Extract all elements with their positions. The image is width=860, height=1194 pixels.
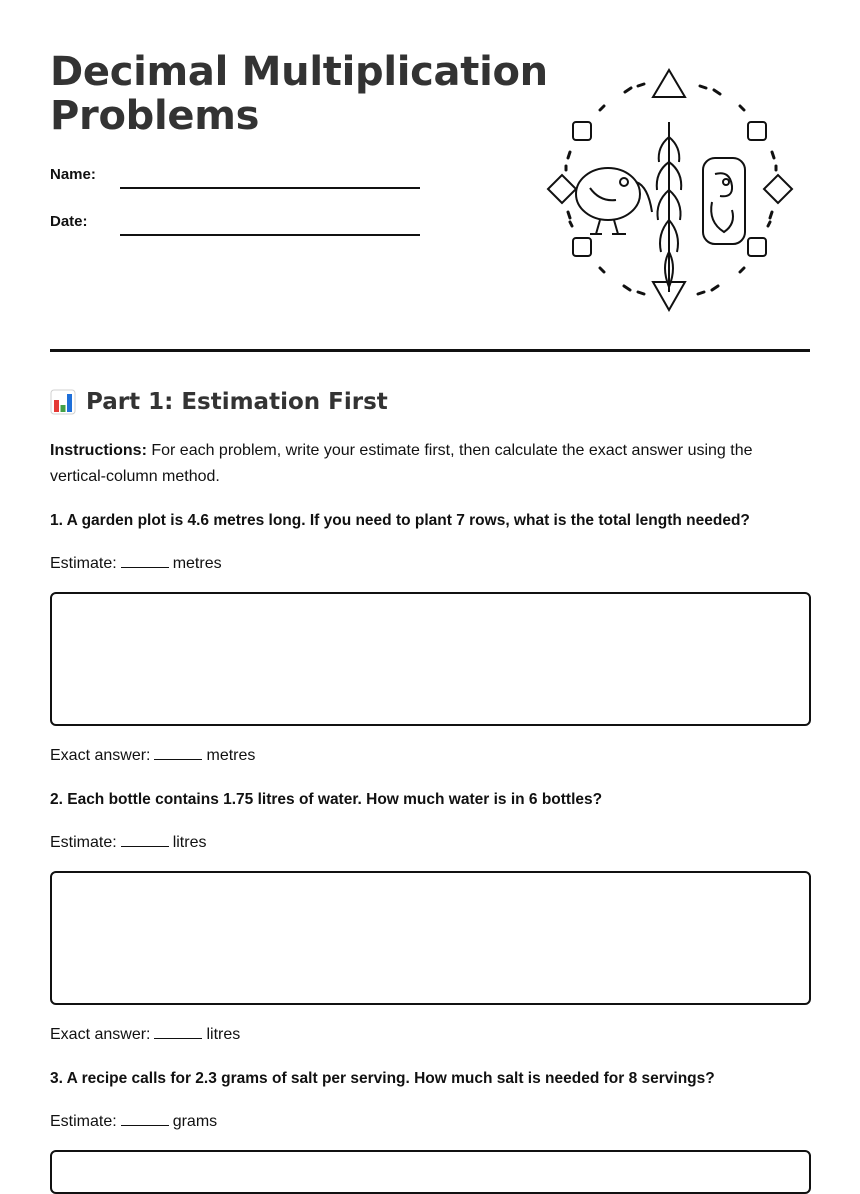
title-line-2: Problems xyxy=(50,93,260,139)
exact-unit: litres xyxy=(206,1026,241,1043)
name-field[interactable] xyxy=(120,187,420,189)
title-line-1: Decimal Multiplication xyxy=(50,49,548,95)
exact-blank[interactable] xyxy=(154,1024,202,1039)
date-label: Date: xyxy=(50,213,88,230)
instructions-label: Instructions: xyxy=(50,442,147,459)
header-divider xyxy=(50,349,810,352)
instructions xyxy=(50,438,810,490)
problem-1-exact xyxy=(50,745,255,765)
exact-label: Exact answer: xyxy=(50,747,151,764)
problem-3-estimate xyxy=(50,1111,217,1131)
date-field[interactable] xyxy=(120,234,420,236)
estimate-unit: metres xyxy=(172,555,222,572)
problem-3-question: 3. A recipe calls for 2.3 grams of salt per serving. How much salt is needed for 8 servings? xyxy=(50,1070,715,1087)
estimate-blank[interactable] xyxy=(121,832,169,847)
problem-2-exact xyxy=(50,1024,240,1044)
section-title: Part 1: Estimation First xyxy=(86,389,388,415)
estimate-unit: grams xyxy=(172,1113,218,1130)
estimate-label: Estimate: xyxy=(50,1113,117,1130)
bar-chart-icon xyxy=(50,389,76,415)
maori-emblem-icon xyxy=(540,62,800,317)
worksheet-title xyxy=(50,50,548,138)
exact-blank[interactable] xyxy=(154,745,202,760)
problem-1-estimate xyxy=(50,553,222,573)
problem-1-question: 1. A garden plot is 4.6 metres long. If you need to plant 7 rows, what is the total length needed? xyxy=(50,512,750,529)
exact-unit: metres xyxy=(206,747,256,764)
problem-3-work-box[interactable] xyxy=(50,1150,811,1194)
problem-1-work-box[interactable] xyxy=(50,592,811,726)
exact-label: Exact answer: xyxy=(50,1026,151,1043)
name-label: Name: xyxy=(50,166,96,183)
estimate-unit: litres xyxy=(172,834,207,851)
estimate-label: Estimate: xyxy=(50,834,117,851)
problem-2-question: 2. Each bottle contains 1.75 litres of water. How much water is in 6 bottles? xyxy=(50,791,603,808)
estimate-blank[interactable] xyxy=(121,1111,169,1126)
estimate-label: Estimate: xyxy=(50,555,117,572)
problem-2-work-box[interactable] xyxy=(50,871,811,1005)
problem-2-estimate xyxy=(50,832,206,852)
estimate-blank[interactable] xyxy=(121,553,169,568)
section-heading xyxy=(50,389,388,415)
instructions-text: For each problem, write your estimate first, then calculate the exact answer using the vertical-column method. xyxy=(50,442,753,485)
